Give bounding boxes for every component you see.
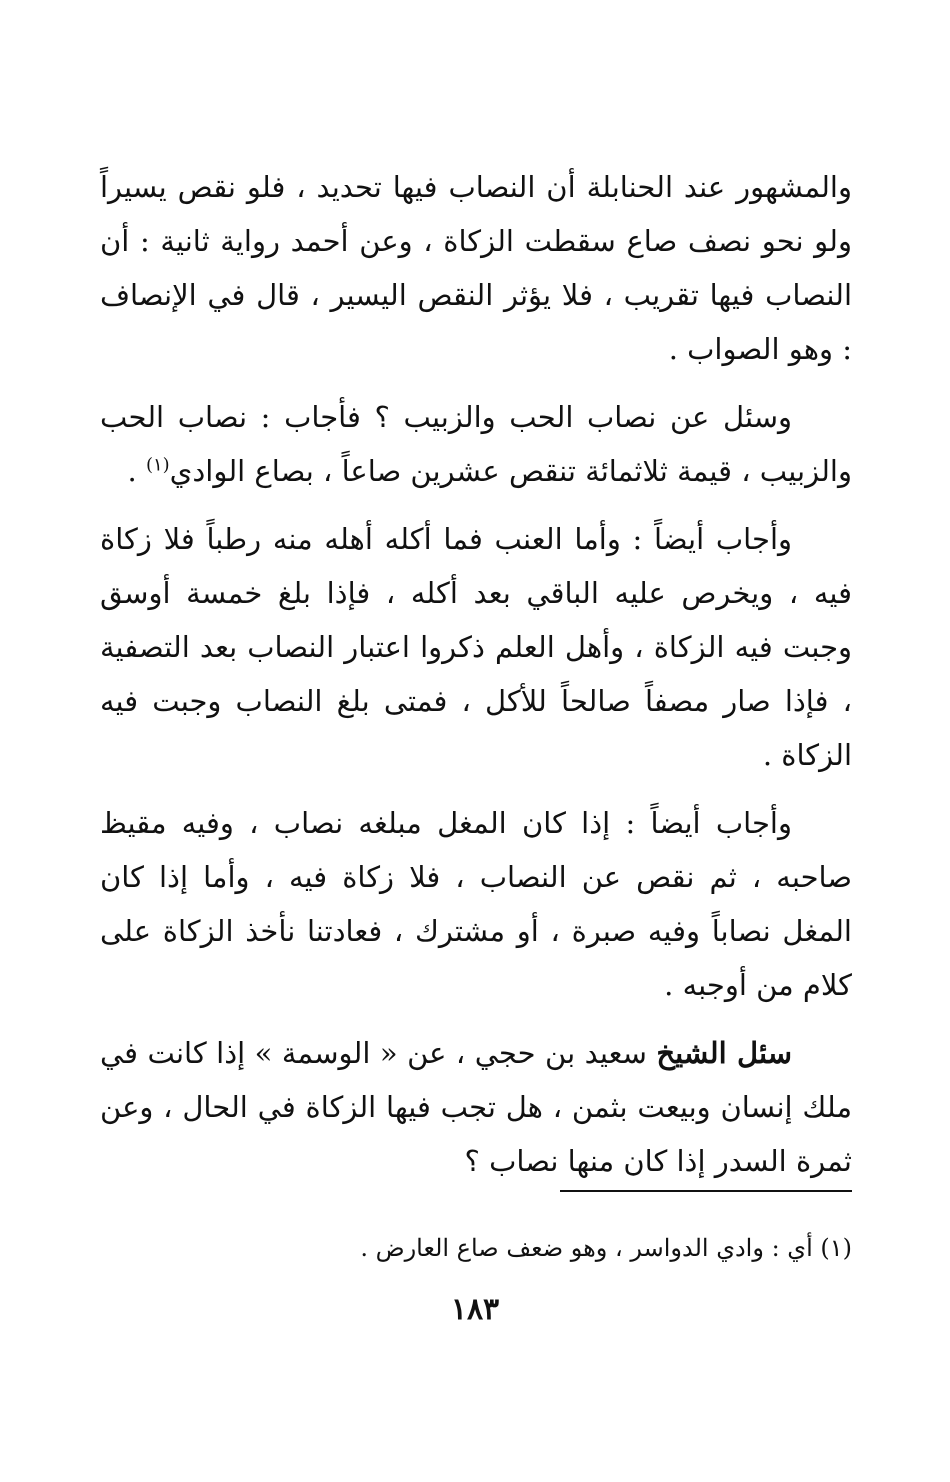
main-text bbox=[100, 160, 852, 1202]
paragraph-3: وأجاب أيضاً : وأما العنب فما أكله أهله منه رطباً فلا زكاة فيه ، ويخرص عليه الباقي بعد أكله ، فإذا بلغ خمسة أوسق وجبت فيه الزكاة ، وأهل العلم ذكروا اعتبار النصاب بعد التصفية ، فإذا صار مصفاً صالحاً للأكل ، فمتى بلغ النصاب وجبت فيه الزكاة . bbox=[100, 522, 852, 772]
footnote-divider bbox=[560, 1190, 852, 1192]
paragraph-2 bbox=[100, 390, 852, 498]
paragraph-5 bbox=[100, 1026, 852, 1188]
paragraph-1: والمشهور عند الحنابلة أن النصاب فيها تحديد ، فلو نقص يسيراً ولو نحو نصف صاع سقطت الزكاة ، وعن أحمد رواية ثانية : أن النصاب فيها تقريب ، فلا يؤثر النقص اليسير ، قال في الإنصاف : وهو الصواب . bbox=[100, 170, 852, 366]
paragraph-4: وأجاب أيضاً : إذا كان المغل مبلغه نصاب ، وفيه مقيظ صاحبه ، ثم نقص عن النصاب ، فلا زكاة فيه ، وأما إذا كان المغل نصاباً وفيه صبرة ، أو مشترك ، فعادتنا نأخذ الزكاة على كلام من أوجبه . bbox=[100, 806, 852, 1002]
footnote: (١) أي : وادي الدواسر ، وهو ضعف صاع العارض . bbox=[360, 1234, 852, 1262]
paragraph-5-text: سعيد بن حجي ، عن « الوسمة » إذا كانت في ملك إنسان وبيعت بثمن ، هل تجب فيها الزكاة في الحال ، وعن ثمرة السدر إذا كان منها نصاب ؟ bbox=[100, 1036, 852, 1178]
paragraph-2-end: . bbox=[127, 454, 146, 488]
footnote-reference: (١) bbox=[145, 454, 170, 476]
paragraph-5-lead: سئل الشيخ bbox=[656, 1036, 793, 1070]
page-number: ١٨٣ bbox=[450, 1292, 500, 1327]
paragraph-2-text: وسئل عن نصاب الحب والزبيب ؟ فأجاب : نصاب الحب والزبيب ، قيمة ثلاثمائة تنقص عشرين صاعاً ، بصاع الوادي bbox=[100, 400, 852, 488]
